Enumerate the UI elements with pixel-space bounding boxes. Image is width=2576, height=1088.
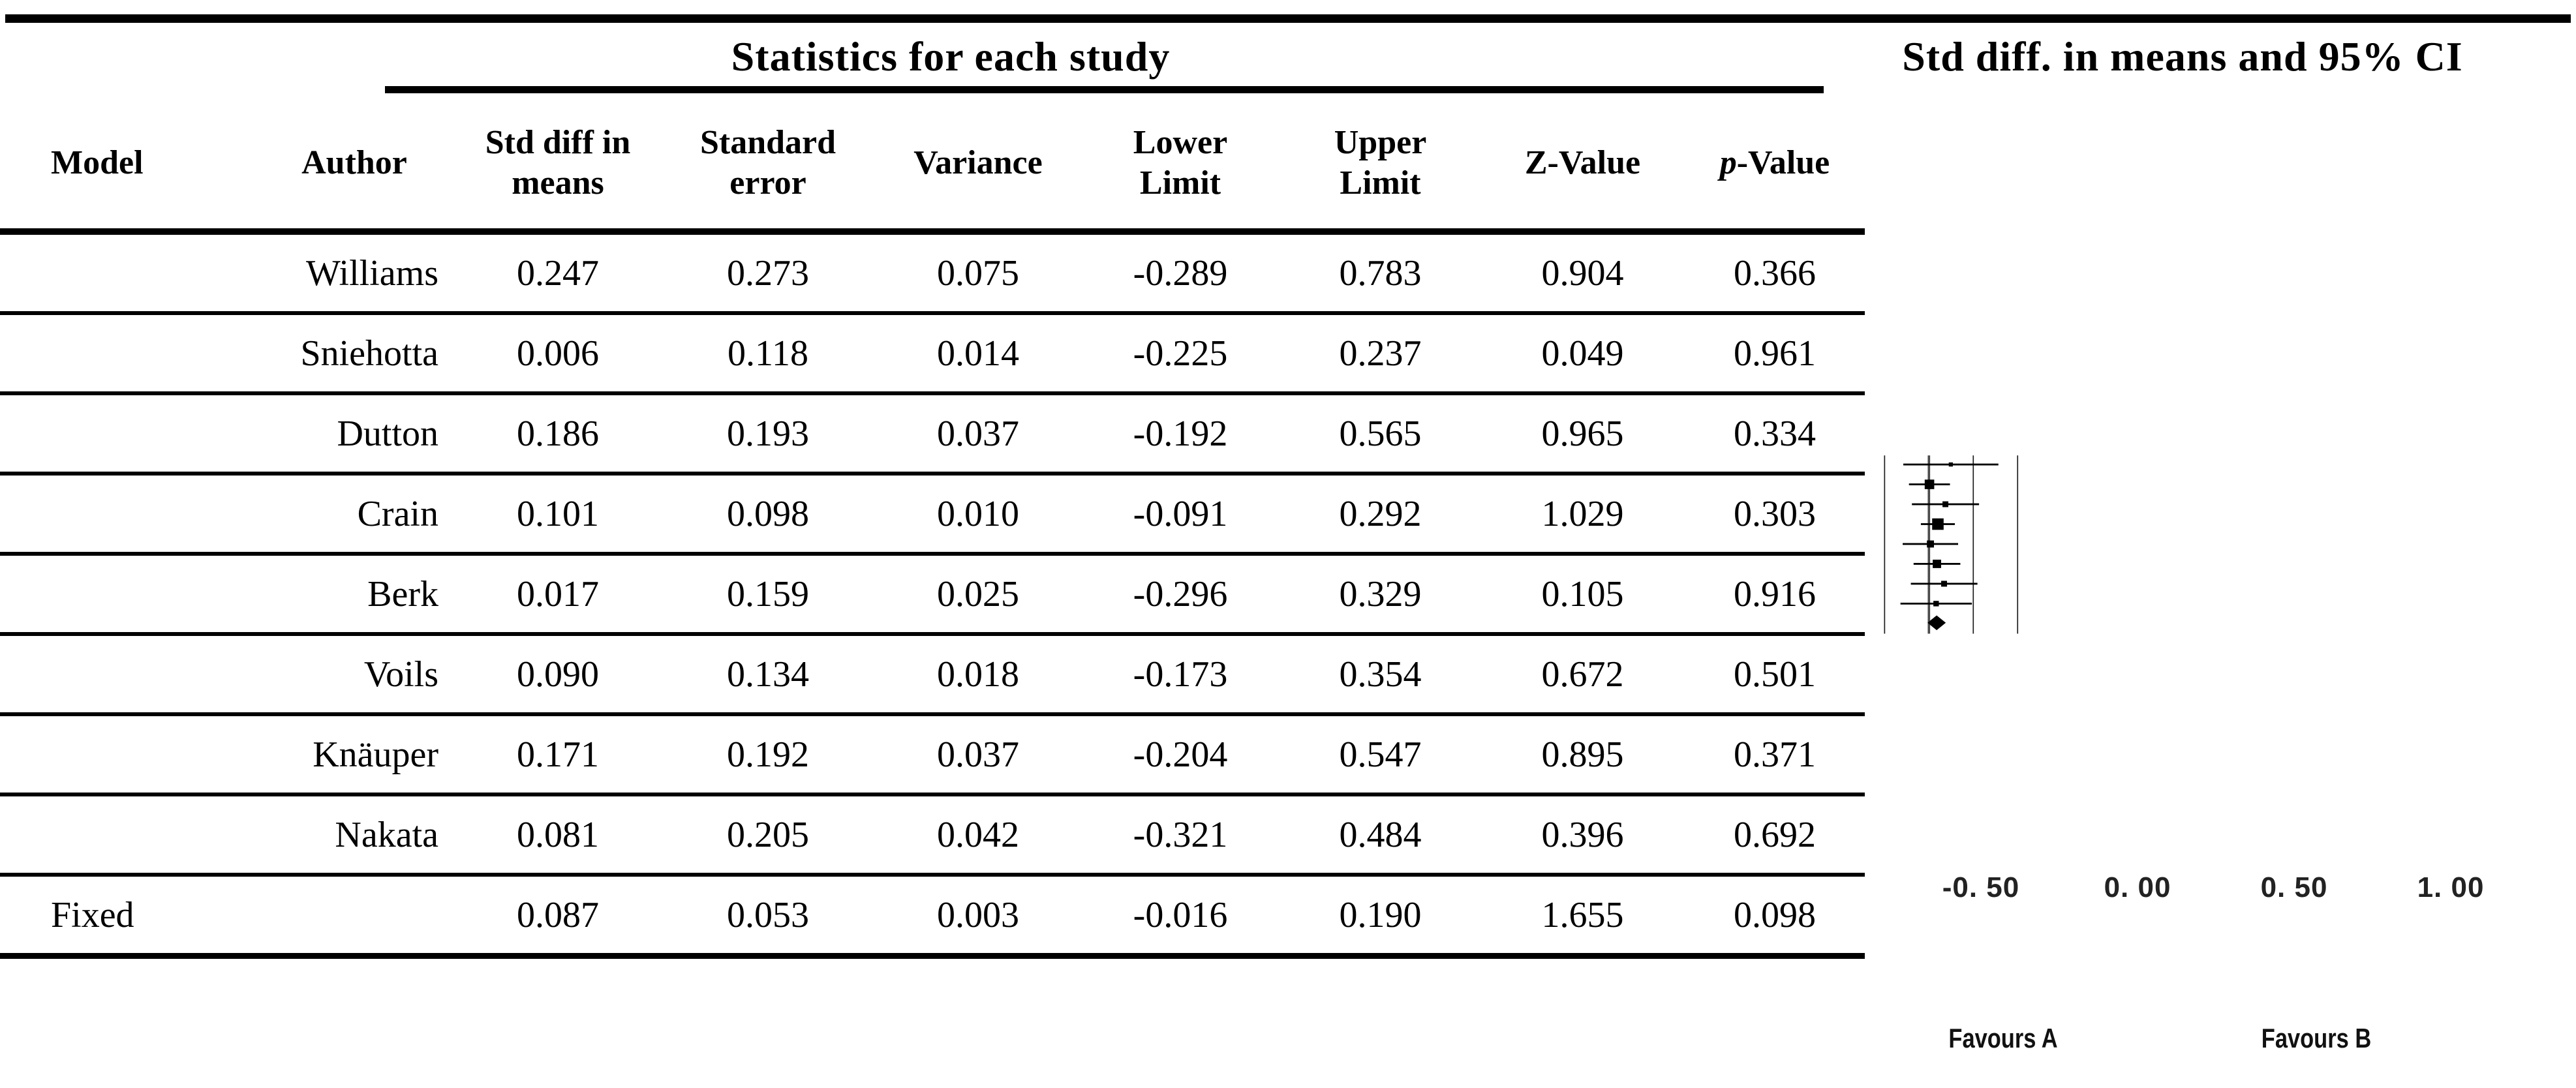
cell-value-2: 0.037 (876, 714, 1081, 794)
cell-value-0: 0.017 (455, 554, 660, 634)
table-row (0, 554, 1865, 634)
table-row (0, 393, 1865, 474)
cell-value-0: 0.101 (455, 474, 660, 554)
cell-value-0: 0.006 (455, 313, 660, 393)
cell-author: Crain (253, 474, 455, 554)
axis-gridline (1884, 455, 1885, 633)
cell-value-3: -0.296 (1081, 554, 1280, 634)
cell-value-1: 0.192 (660, 714, 876, 794)
summary-diamond-Fixed (1927, 615, 1946, 630)
cell-value-3: -0.016 (1081, 875, 1280, 956)
cell-value-4: 0.354 (1280, 634, 1480, 714)
stats-section-rule (385, 86, 1824, 93)
stats-table-body (0, 232, 1865, 956)
cell-model (0, 634, 253, 714)
forest-plot (1847, 215, 2576, 874)
x-tick-label: 1. 00 (2417, 871, 2485, 903)
cell-value-5: 0.396 (1480, 794, 1685, 875)
cell-value-2: 0.010 (876, 474, 1081, 554)
x-tick-label: 0. 00 (2104, 871, 2171, 903)
col-header-variance: Variance (876, 98, 1081, 232)
cell-value-3: -0.289 (1081, 232, 1280, 313)
cell-value-0: 0.081 (455, 794, 660, 875)
cell-value-4: 0.329 (1280, 554, 1480, 634)
cell-value-0: 0.186 (455, 393, 660, 474)
cell-value-1: 0.053 (660, 875, 876, 956)
cell-model (0, 313, 253, 393)
top-rule (5, 14, 2571, 23)
cell-value-5: 0.965 (1480, 393, 1685, 474)
cell-value-4: 0.190 (1280, 875, 1480, 956)
cell-value-3: -0.225 (1081, 313, 1280, 393)
forest-title: Std diff. in means and 95% CI (1902, 33, 2463, 80)
table-row (0, 313, 1865, 393)
cell-value-5: 0.895 (1480, 714, 1685, 794)
cell-value-2: 0.003 (876, 875, 1081, 956)
cell-value-0: 0.247 (455, 232, 660, 313)
table-row (0, 875, 1865, 956)
cell-value-2: 0.018 (876, 634, 1081, 714)
cell-value-4: 0.565 (1280, 393, 1480, 474)
cell-author: Dutton (253, 393, 455, 474)
col-header-p: p-Value (1685, 98, 1865, 232)
cell-value-6: 0.916 (1685, 554, 1865, 634)
col-header-std_diff: Std diff in means (455, 98, 660, 232)
cell-author: Knäuper (253, 714, 455, 794)
table-row (0, 794, 1865, 875)
cell-value-0: 0.087 (455, 875, 660, 956)
study-marker-Knäuper (1941, 581, 1947, 586)
cell-value-6: 0.961 (1685, 313, 1865, 393)
cell-value-4: 0.484 (1280, 794, 1480, 875)
cell-value-4: 0.783 (1280, 232, 1480, 313)
study-marker-Nakata (1933, 601, 1939, 606)
cell-value-6: 0.371 (1685, 714, 1865, 794)
x-tick-label: -0. 50 (1942, 871, 2020, 903)
cell-value-1: 0.134 (660, 634, 876, 714)
cell-value-3: -0.204 (1081, 714, 1280, 794)
cell-value-0: 0.090 (455, 634, 660, 714)
study-marker-Williams (1949, 462, 1953, 466)
col-header-model: Model (0, 98, 253, 232)
col-header-upper: Upper Limit (1280, 98, 1480, 232)
cell-value-3: -0.173 (1081, 634, 1280, 714)
favours-left-label: Favours A (1948, 1023, 2058, 1053)
stats-table (0, 98, 1865, 959)
study-marker-Berk (1927, 541, 1934, 548)
stats-table-header (0, 98, 1865, 232)
table-row (0, 474, 1865, 554)
cell-value-6: 0.366 (1685, 232, 1865, 313)
col-header-lower: Lower Limit (1081, 98, 1280, 232)
cell-value-5: 0.049 (1480, 313, 1685, 393)
axis-gridline (2017, 455, 2018, 633)
cell-author: Berk (253, 554, 455, 634)
cell-value-3: -0.192 (1081, 393, 1280, 474)
cell-model (0, 474, 253, 554)
cell-value-4: 0.547 (1280, 714, 1480, 794)
cell-value-2: 0.075 (876, 232, 1081, 313)
cell-model (0, 232, 253, 313)
table-row (0, 634, 1865, 714)
cell-value-2: 0.042 (876, 794, 1081, 875)
x-tick-label: 0. 50 (2260, 871, 2328, 903)
cell-value-1: 0.159 (660, 554, 876, 634)
cell-value-6: 0.501 (1685, 634, 1865, 714)
col-header-z: Z-Value (1480, 98, 1685, 232)
cell-value-1: 0.098 (660, 474, 876, 554)
cell-value-2: 0.014 (876, 313, 1081, 393)
cell-value-6: 0.098 (1685, 875, 1865, 956)
cell-value-1: 0.118 (660, 313, 876, 393)
study-marker-Voils (1933, 560, 1941, 568)
cell-value-5: 0.105 (1480, 554, 1685, 634)
axis-gridline (1972, 455, 1974, 633)
cell-model (0, 393, 253, 474)
cell-author (253, 875, 455, 956)
cell-value-3: -0.091 (1081, 474, 1280, 554)
cell-value-2: 0.037 (876, 393, 1081, 474)
table-row (0, 714, 1865, 794)
cell-value-5: 1.655 (1480, 875, 1685, 956)
column-header-row (0, 98, 1865, 232)
cell-value-2: 0.025 (876, 554, 1081, 634)
col-header-author: Author (253, 98, 455, 232)
cell-value-1: 0.273 (660, 232, 876, 313)
table-row (0, 232, 1865, 313)
cell-value-4: 0.237 (1280, 313, 1480, 393)
cell-value-6: 0.303 (1685, 474, 1865, 554)
cell-value-5: 0.904 (1480, 232, 1685, 313)
favours-right-label: Favours B (2261, 1023, 2372, 1053)
cell-value-4: 0.292 (1280, 474, 1480, 554)
stats-section-title: Statistics for each study (731, 33, 1171, 80)
cell-value-5: 1.029 (1480, 474, 1685, 554)
cell-model: Fixed (0, 875, 253, 956)
study-marker-Crain (1932, 519, 1944, 530)
cell-value-1: 0.193 (660, 393, 876, 474)
cell-value-0: 0.171 (455, 714, 660, 794)
cell-author: Williams (253, 232, 455, 313)
col-header-std_err: Standard error (660, 98, 876, 232)
cell-value-5: 0.672 (1480, 634, 1685, 714)
cell-author: Sniehotta (253, 313, 455, 393)
cell-model (0, 554, 253, 634)
cell-author: Voils (253, 634, 455, 714)
study-marker-Sniehotta (1925, 479, 1935, 489)
cell-model (0, 714, 253, 794)
cell-value-6: 0.692 (1685, 794, 1865, 875)
cell-model (0, 794, 253, 875)
cell-value-1: 0.205 (660, 794, 876, 875)
study-marker-Dutton (1942, 502, 1948, 507)
cell-value-6: 0.334 (1685, 393, 1865, 474)
cell-author: Nakata (253, 794, 455, 875)
cell-value-3: -0.321 (1081, 794, 1280, 875)
